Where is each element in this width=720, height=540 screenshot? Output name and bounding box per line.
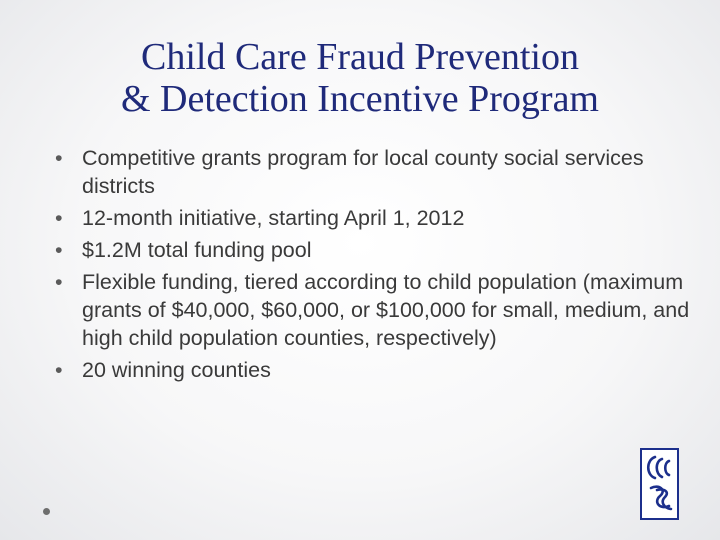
bullet-dot-icon: •: [55, 358, 63, 382]
bullet-text: $1.2M total funding pool: [82, 238, 312, 262]
bullet-text: Competitive grants program for local county social services districts: [82, 146, 644, 198]
bullet-dot-icon: •: [55, 238, 63, 262]
bullet-item: [38, 236, 713, 264]
slide-title-line-2: & Detection Incentive Program: [120, 78, 599, 120]
bullet-dot-icon: •: [55, 270, 63, 294]
corner-dot: [43, 508, 50, 515]
bullet-item: [38, 356, 713, 384]
bullet-item: [38, 268, 713, 352]
bullet-text: 20 winning counties: [82, 358, 271, 382]
bullet-list: [38, 144, 713, 388]
bullet-dot-icon: •: [55, 146, 63, 170]
ocfs-logo-icon: [640, 448, 679, 520]
bullet-text: Flexible funding, tiered according to child population (maximum grants of $40,000, $60,000, or $100,000 for small, medium, and high child population counties, respectively): [82, 270, 690, 350]
bullet-item: [38, 204, 713, 232]
bullet-item: [38, 144, 713, 200]
bullet-dot-icon: •: [55, 206, 63, 230]
ocfs-logo-graphic: [642, 450, 677, 518]
slide-title: [40, 36, 680, 120]
slide-title-line-1: Child Care Fraud Prevention: [141, 36, 579, 78]
bullet-text: 12-month initiative, starting April 1, 2012: [82, 206, 465, 230]
